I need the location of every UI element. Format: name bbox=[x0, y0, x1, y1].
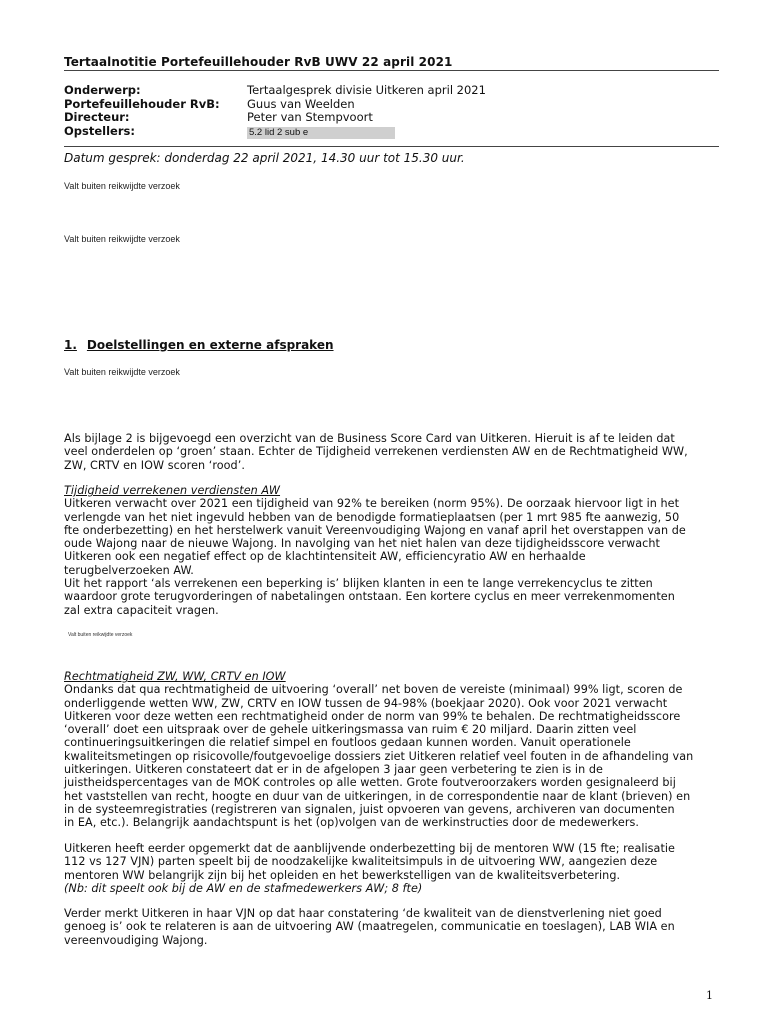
vjn-paragraph bbox=[64, 907, 724, 947]
intro-paragraph bbox=[64, 432, 724, 472]
page-number: 1 bbox=[706, 989, 713, 1002]
meta-label: Directeur: bbox=[64, 110, 130, 124]
meeting-date: Datum gesprek: donderdag 22 april 2021, 14.30 uur tot 15.30 uur. bbox=[64, 151, 465, 165]
redaction-notice: Valt buiten reikwijdte verzoek bbox=[64, 181, 180, 191]
meta-row-authors bbox=[64, 125, 486, 139]
text-note: (Nb: dit speelt ook bij de AW en de stafmedewerkers AW; 8 fte) bbox=[64, 881, 423, 895]
text-line: zal extra capaciteit vragen. bbox=[64, 603, 219, 617]
meta-label: Opstellers: bbox=[64, 123, 135, 138]
meta-value: Tertaalgesprek divisie Uitkeren april 2021 bbox=[247, 83, 486, 97]
text-line: Uitkeren heeft eerder opgemerkt dat de aanblijvende onderbezetting bij de mentoren WW (15 fte; realisatie bbox=[64, 842, 675, 855]
text-line: ZW, CRTV en IOW scoren ‘rood’. bbox=[64, 458, 245, 472]
text-line: Verder merkt Uitkeren in haar VJN op dat haar constatering ‘de kwaliteit van de dienstverlening niet goed bbox=[64, 907, 662, 920]
redaction-notice: Valt buiten reikwijdte verzoek bbox=[64, 367, 180, 377]
meta-table bbox=[64, 84, 486, 138]
meta-row-portfolio-holder bbox=[64, 98, 486, 112]
meta-value: Guus van Weelden bbox=[247, 96, 355, 111]
text-line: oude Wajong naar de nieuwe Wajong. In navolging van het niet halen van deze tijdigheidsscore verwacht bbox=[64, 537, 660, 551]
text-line: uitkeringen. Uitkeren constateert dat er in de afgelopen 3 jaar geen verbetering te zien is in de bbox=[64, 763, 603, 777]
text-line: Uitkeren ook een negatief effect op de klachtintensiteit AW, efficiencyratio AW en herhaalde bbox=[64, 550, 586, 564]
mentoren-paragraph bbox=[64, 842, 724, 895]
meta-value bbox=[247, 125, 395, 139]
text-line: juistheidspercentages van de MOK controles op alle wetten. Grote foutveroorzakers worden gesignaleerd bij bbox=[64, 776, 676, 790]
document-title: Tertaalnotitie Portefeuillehouder RvB UWV 22 april 2021 bbox=[64, 55, 453, 69]
section-title: Doelstellingen en externe afspraken bbox=[86, 338, 334, 352]
text-line: het vaststellen van recht, hoogte en duur van de uitkeringen, in de correspondentie naar de klant (brieven) en bbox=[64, 789, 691, 803]
redaction-notice-small: Valt buiten reikwijdte verzoek bbox=[68, 632, 133, 638]
meta-value: Peter van Stempvoort bbox=[247, 110, 373, 124]
meta-row-subject bbox=[64, 84, 486, 98]
text-line: kwaliteitsmetingen op risicovolle/foutgevoelige dossiers ziet Uitkeren relatief veel fouten in de afhandeling van bbox=[64, 749, 694, 763]
text-line: waardoor grote terugvorderingen of nabetalingen ontstaan. Een kortere cyclus en meer verrekenmomenten bbox=[64, 590, 675, 604]
tijdigheid-section bbox=[64, 484, 724, 617]
text-line: vereenvoudiging Wajong. bbox=[64, 933, 208, 947]
rechtmatigheid-section bbox=[64, 670, 724, 830]
text-line: Uitkeren verwacht over 2021 een tijdigheid van 92% te bereiken (norm 95%). De oorzaak hiervoor ligt in het bbox=[64, 497, 680, 511]
meta-row-director bbox=[64, 111, 486, 125]
text-line: Uit het rapport ‘als verrekenen een beperking is’ blijken klanten in een te lange verrekencyclus te zitten bbox=[64, 577, 653, 591]
text-line: terugbelverzoeken AW. bbox=[64, 563, 194, 577]
text-line: mentoren WW belangrijk zijn bij het opleiden en het bewerkstelligen van de kwaliteitsverbetering. bbox=[64, 868, 621, 882]
redaction-box: 5.2 lid 2 sub e bbox=[247, 127, 395, 139]
text-line: 112 vs 127 VJN) parten speelt bij de noodzakelijke kwaliteitsimpuls in de uitvoering WW, aangezien deze bbox=[64, 855, 658, 869]
text-line: in de systeemregistraties (registreren van signalen, juist opvoeren van gevens, archiveren van documenten bbox=[64, 802, 675, 816]
section-heading bbox=[64, 338, 334, 352]
text-line: genoeg is’ ook te relateren is aan de uitvoering AW (maatregelen, communicatie en toeslagen), LAB WIA en bbox=[64, 920, 675, 934]
redaction-notice: Valt buiten reikwijdte verzoek bbox=[64, 234, 180, 244]
subsection-heading: Rechtmatigheid ZW, WW, CRTV en IOW bbox=[64, 670, 286, 683]
text-line: fte onderbezetting) en het herstelwerk vanuit Vereenvoudiging Wajong en vanaf april het overstappen van de bbox=[64, 523, 686, 537]
section-number: 1. bbox=[64, 338, 77, 352]
text-line: Uitkeren voor deze wetten een rechtmatigheid onder de norm van 99% te behalen. De rechtmatigheidsscore bbox=[64, 709, 681, 723]
title-divider bbox=[64, 70, 719, 71]
text-line: veel onderdelen op ‘groen’ staan. Echter de Tijdigheid verrekenen verdiensten AW en de Rechtmatigheid WW, bbox=[64, 445, 688, 459]
meta-label: Onderwerp: bbox=[64, 83, 141, 97]
meta-divider bbox=[64, 146, 719, 147]
text-line: in EA, etc.). Belangrijk aandachtspunt is het (op)volgen van de werkinstructies door de medewerkers. bbox=[64, 816, 639, 830]
text-line: Ondanks dat qua rechtmatigheid de uitvoering ‘overall’ net boven de vereiste (minimaal) 99% ligt, scoren de bbox=[64, 683, 683, 697]
text-line: continueringsuitkeringen die relatief simpel en foutloos gedaan kunnen worden. Vanuit operationele bbox=[64, 736, 631, 750]
meta-label: Portefeuillehouder RvB: bbox=[64, 96, 220, 111]
text-line: Als bijlage 2 is bijgevoegd een overzicht van de Business Score Card van Uitkeren. Hieruit is af te leiden dat bbox=[64, 432, 675, 445]
text-line: ‘overall’ doet een uitspraak over de gehele uitkeringsmassa van ruim € 20 miljard. Daarin zitten veel bbox=[64, 723, 637, 737]
subsection-heading: Tijdigheid verrekenen verdiensten AW bbox=[64, 484, 281, 497]
text-line: onderliggende wetten WW, ZW, CRTV en IOW tussen de 94-98% (boekjaar 2020). Ook voor 2021 verwacht bbox=[64, 696, 668, 710]
text-line: verlengde van het niet ingevuld hebben van de benodigde formatieplaatsen (per 1 mrt 985 fte aanwezig, 50 bbox=[64, 510, 680, 524]
